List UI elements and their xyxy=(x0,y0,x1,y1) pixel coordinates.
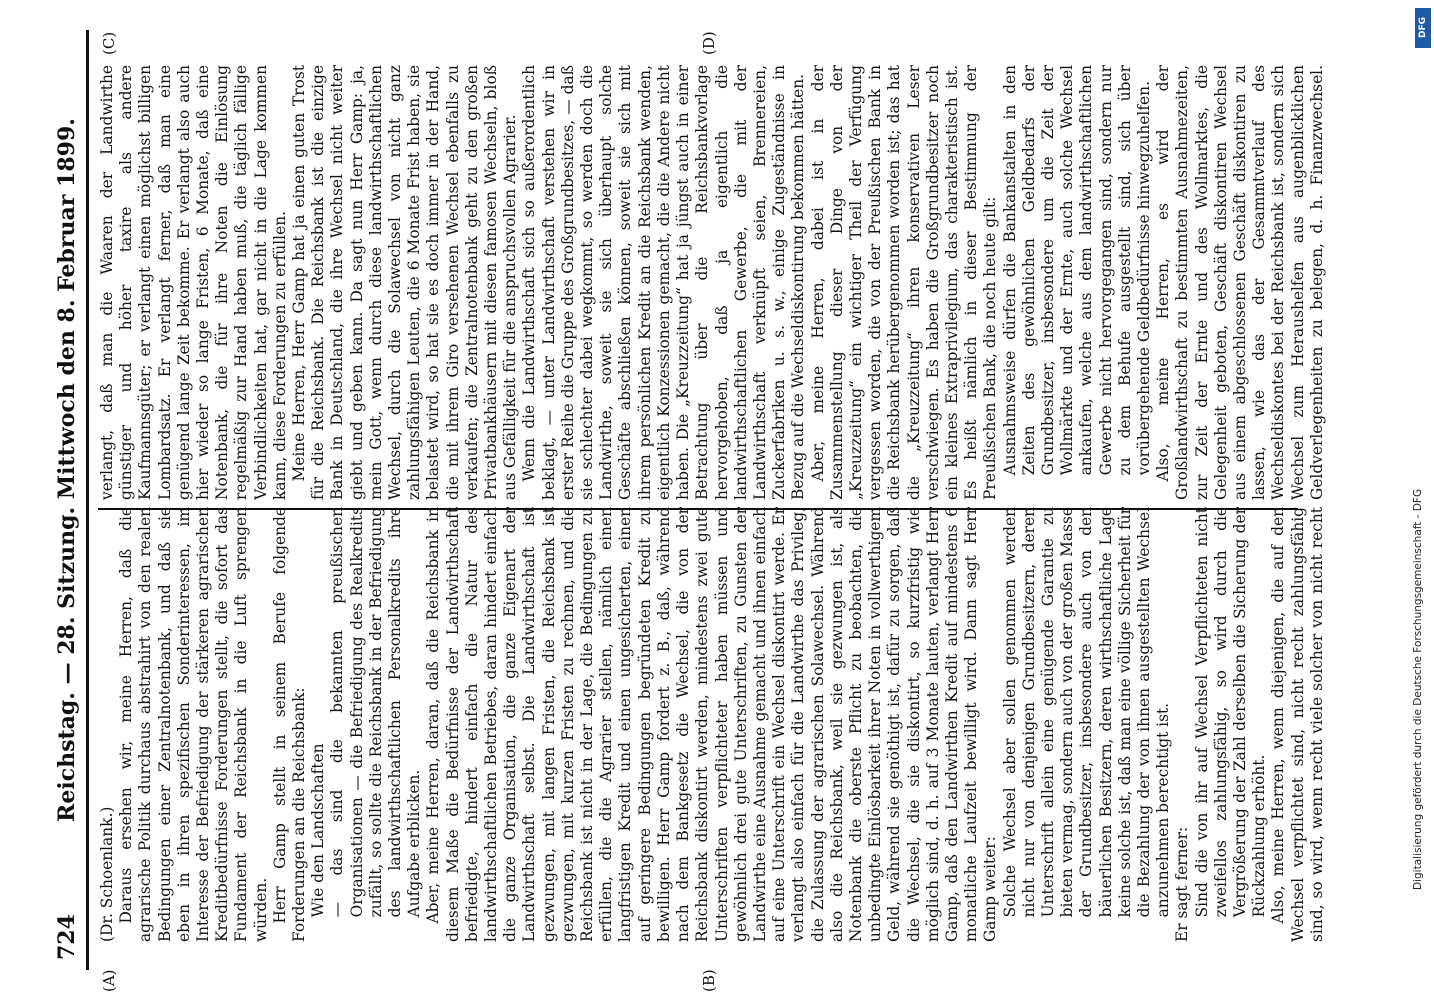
header-rule xyxy=(86,30,89,970)
margin-marker-b: (B) xyxy=(700,969,718,992)
paragraph: Wenn die Landwirthschaft sich so außerordentlich beklagt, — unter Landwirthschaft verstehen wir in erster Reihe die Gruppe des Großgrundbesitzes, — daß sie schlechter dabei wegkommt, so werden doch die Landwirthe, soweit sie sich überhaupt solche Geschäfte abschließen können, soweit sie sich mit ihrem persönlichen Kredit an die Reichsbank wenden, eigentlich Konzessionen gemacht, die die Andere nicht haben. Die „Kreuzzeitung“ hat ja jüngst auch in einer Betrachtung über die Reichsbankvorlage hervorgehoben, daß ja eigentlich die landwirthschaftlichen Gewerbe, die mit der Landwirthschaft verknüpft seien, Brennereien, Zuckerfabriken u. s. w., einige Zugeständnisse in Bezug auf die Wechseldiskontirung bekommen hätten. xyxy=(520,65,808,500)
quote: Sind die von ihr auf Wechsel Verpflichteten nicht zweifellos zahlungsfähig, so wird durch die Vergrößerung der Zahl derselben die Sicherung der Rückzahlung erhöht. xyxy=(1192,507,1269,918)
margin-marker-a: (A) xyxy=(100,969,118,992)
dfg-logo: DFG xyxy=(1415,8,1431,48)
paragraph: verlangt, daß man die Waaren der Landwirthe günstiger und höher taxire als andere Kaufmannsgüter; er verlangt einen möglichst billigen Lombardsatz. Er verlangt ferner, daß man eine genügend lange Zeit bekomme. Er verlangt also auch hier wieder so lange Fristen, 6 Monate, daß eine Notenbank, die für ihre Noten die Einlösung regelmäßig zur Hand haben muß, die täglich fällige Verbindlichkeiten hat, gar nicht in die Lage kommen kann, diese Forderungen zu erfüllen. xyxy=(98,65,289,500)
quote: — das sind die bekannten preußischen Organisationen — die Befriedigung des Realkredits zufällt, so sollte die Reichsbank in der Befriedigung des landwirthschaftlichen Personalkredits ihre Aufgabe erblicken. xyxy=(328,507,424,918)
page-header xyxy=(52,40,82,960)
margin-marker-d: (D) xyxy=(700,31,718,55)
paragraph: Herr Gamp stellt in seinem Berufe folgende Forderungen an die Reichsbank: xyxy=(270,507,309,942)
quote: Wie den Landschaften xyxy=(309,743,328,918)
paragraph: Meine Herren, Herr Gamp hat ja einen guten Trost für die Reichsbank. Die Reichsbank ist die einzige Bank in Deutschland, die ihre Wechsel nicht weiter giebt und geben kann. Da sagt nun Herr Gamp: ja, mein Gott, wenn durch diese landwirthschaftlichen Wechsel, durch die Solawechsel von nicht ganz zahlungsfähigen Leuten, die 6 Monate Frist haben, sie belastet wird, so hat sie es doch immer in der Hand, die mit ihrem Giro versehenen Wechsel ebenfalls zu verkaufen; die Zentralnotenbank geht zu den großen Privatbankhäusern mit diesen famosen Wechseln, bloß aus Gefälligkeit für die anspruchsvollen Agrarier. xyxy=(290,65,520,500)
quote: Solche Wechsel aber sollen genommen werden nicht nur von denjenigen Grundbesitzern, deren Unterschrift allein eine genügende Garantie zu bieten vermag, sondern auch von der großen Masse der Grundbesitzer, insbesondere auch von den bäuerlichen Besitzern, deren wirthschaftliche Lage keine solche ist, daß man eine völlige Sicherheit für die Bezahlung der von ihnen ausgestellten Wechsel anzunehmen berechtigt ist. xyxy=(1000,507,1173,918)
page-title: Reichstag. — 28. Sitzung. Mittwoch den 8. Februar 1899. xyxy=(54,118,80,822)
paragraph: Also, meine Herren, es wird der Großlandwirthschaft zu bestimmten Ausnahmezeiten, zur Zeit der Ernte und des Wollmarktes, die Gelegenheit geboten, Geschäft diskontiren Wechsel aus einem abgeschlossenen Geschäft diskontiren zu lassen, wie das der Gesammtverlauf des Wechseldiskontes bei der Reichsbank ist, sondern sich Wechsel zum Heraushelfen aus augenblicklichen Geldverlegenheiten zu belegen, d. h. Finanzwechsel. xyxy=(1154,65,1326,500)
speaker-tag: (Dr. Schoenlank.) xyxy=(98,806,116,942)
paragraph: Er sagt ferner: xyxy=(1173,826,1192,942)
left-column xyxy=(98,507,1328,942)
paragraph: Aber, meine Herren, daran, daß die Reichsbank in diesem Maße die Bedürfnisse der Landwirthschaft befriedigte, hindert einfach die Natur des landwirthschaftlichen Betriebes, daran hindert einfach die ganze Organisation, die ganze Eigenart der Landwirthschaft selbst. Die Landwirthschaft ist gezwungen, mit langen Fristen, die Reichsbank ist gezwungen, mit kurzen Fristen zu rechnen, und die Reichsbank ist nicht in der Lage, die Bedingungen zu erfüllen, die die Agrarier stellen, nämlich einen langfristigen Kredit und einen ungesicherten, einen auf geringere Bedingungen begründeten Kredit zu bewilligen. Herr Gamp fordert z. B., daß, während nach dem Bankgesetz die Wechsel, die von der Reichsbank diskontirt werden, mindestens zwei gute Unterschriften verpflichteter haben müssen und gewöhnlich drei gute Unterschriften, zu Gunsten der Landwirthe eine Ausnahme gemacht und ihnen einfach auf eine Unterschrift ein Wechsel diskontirt werde. Er verlangt also einfach für die Landwirthe das Privileg, die Zulassung der agrarischen Solawechsel. Während also die Reichsbank, weil sie gezwungen ist, als Notenbank die oberste Pflicht zu beobachten, die unbedingte Einlösbarkeit ihrer Noten in vollwerthigem Geld, während sie genöthigt ist, dafür zu sorgen, daß die Wechsel, die sie diskontirt, so kurzfristig wie möglich sind, d. h. auf 3 Monate lauten, verlangt Herr Gamp, daß den Landwirthen Kredit auf mindestens 6 monatliche Laufzeit bewilligt wird. Dann sagt Herr Gamp weiter: xyxy=(424,507,1000,942)
page-number: 724 xyxy=(54,914,80,960)
paragraph: Daraus ersehen wir, meine Herren, daß die agrarische Politik durchaus abstrahirt von den realen Bedingungen einer Zentralnotenbank, und daß sie eben in ihren spezifischen Sonderinteressen, im Interesse der Befriedigung der stärkeren agrarischen Kreditbedürfnisse Forderungen stellt, die sofort das Fundament der Reichsbank in die Luft sprengen würden. xyxy=(117,507,270,942)
right-column xyxy=(98,65,1328,500)
paragraph: Also, meine Herren, wenn diejenigen, die auf den Wechsel verpflichtet sind, nicht recht zahlungsfähig sind, so wird, wenn recht viele solcher von nicht recht xyxy=(1269,507,1326,942)
paragraph: Aber, meine Herren, dabei ist in der Zusammenstellung dieser Dinge von der „Kreuzzeitung“ ein wichtiger Theil der Verfügung vergessen worden, die von der Preußischen Bank in die Reichsbank herübergenommen worden ist; das hat die „Kreuzzeitung“ ihren konservativen Leser verschwiegen. Es haben die Großgrundbesitzer noch ein kleines Extraprivilegium, das charakteristisch ist. Es heißt nämlich in dieser Bestimmung der Preußischen Bank, die noch heute gilt: xyxy=(808,65,1000,500)
column-divider xyxy=(98,508,1298,510)
quote: Ausnahmsweise dürfen die Bankanstalten in den Zeiten des gewöhnlichen Geldbedarfs der Grundbesitzer, insbesondere um die Zeit der Wollmärkte und der Ernte, auch solche Wechsel ankaufen, welche aus dem landwirthschaftlichen Gewerbe nicht hervorgegangen sind, sondern nur zu dem Behufe ausgestellt sind, sich über vorübergehende Geldbedürfnisse hinwegzuhelfen. xyxy=(1000,65,1153,476)
digitization-credit: Digitalisierung gefördert durch die Deutsche Forschungsgemeinschaft - DFG xyxy=(1412,488,1424,890)
margin-marker-c: (C) xyxy=(100,31,118,55)
